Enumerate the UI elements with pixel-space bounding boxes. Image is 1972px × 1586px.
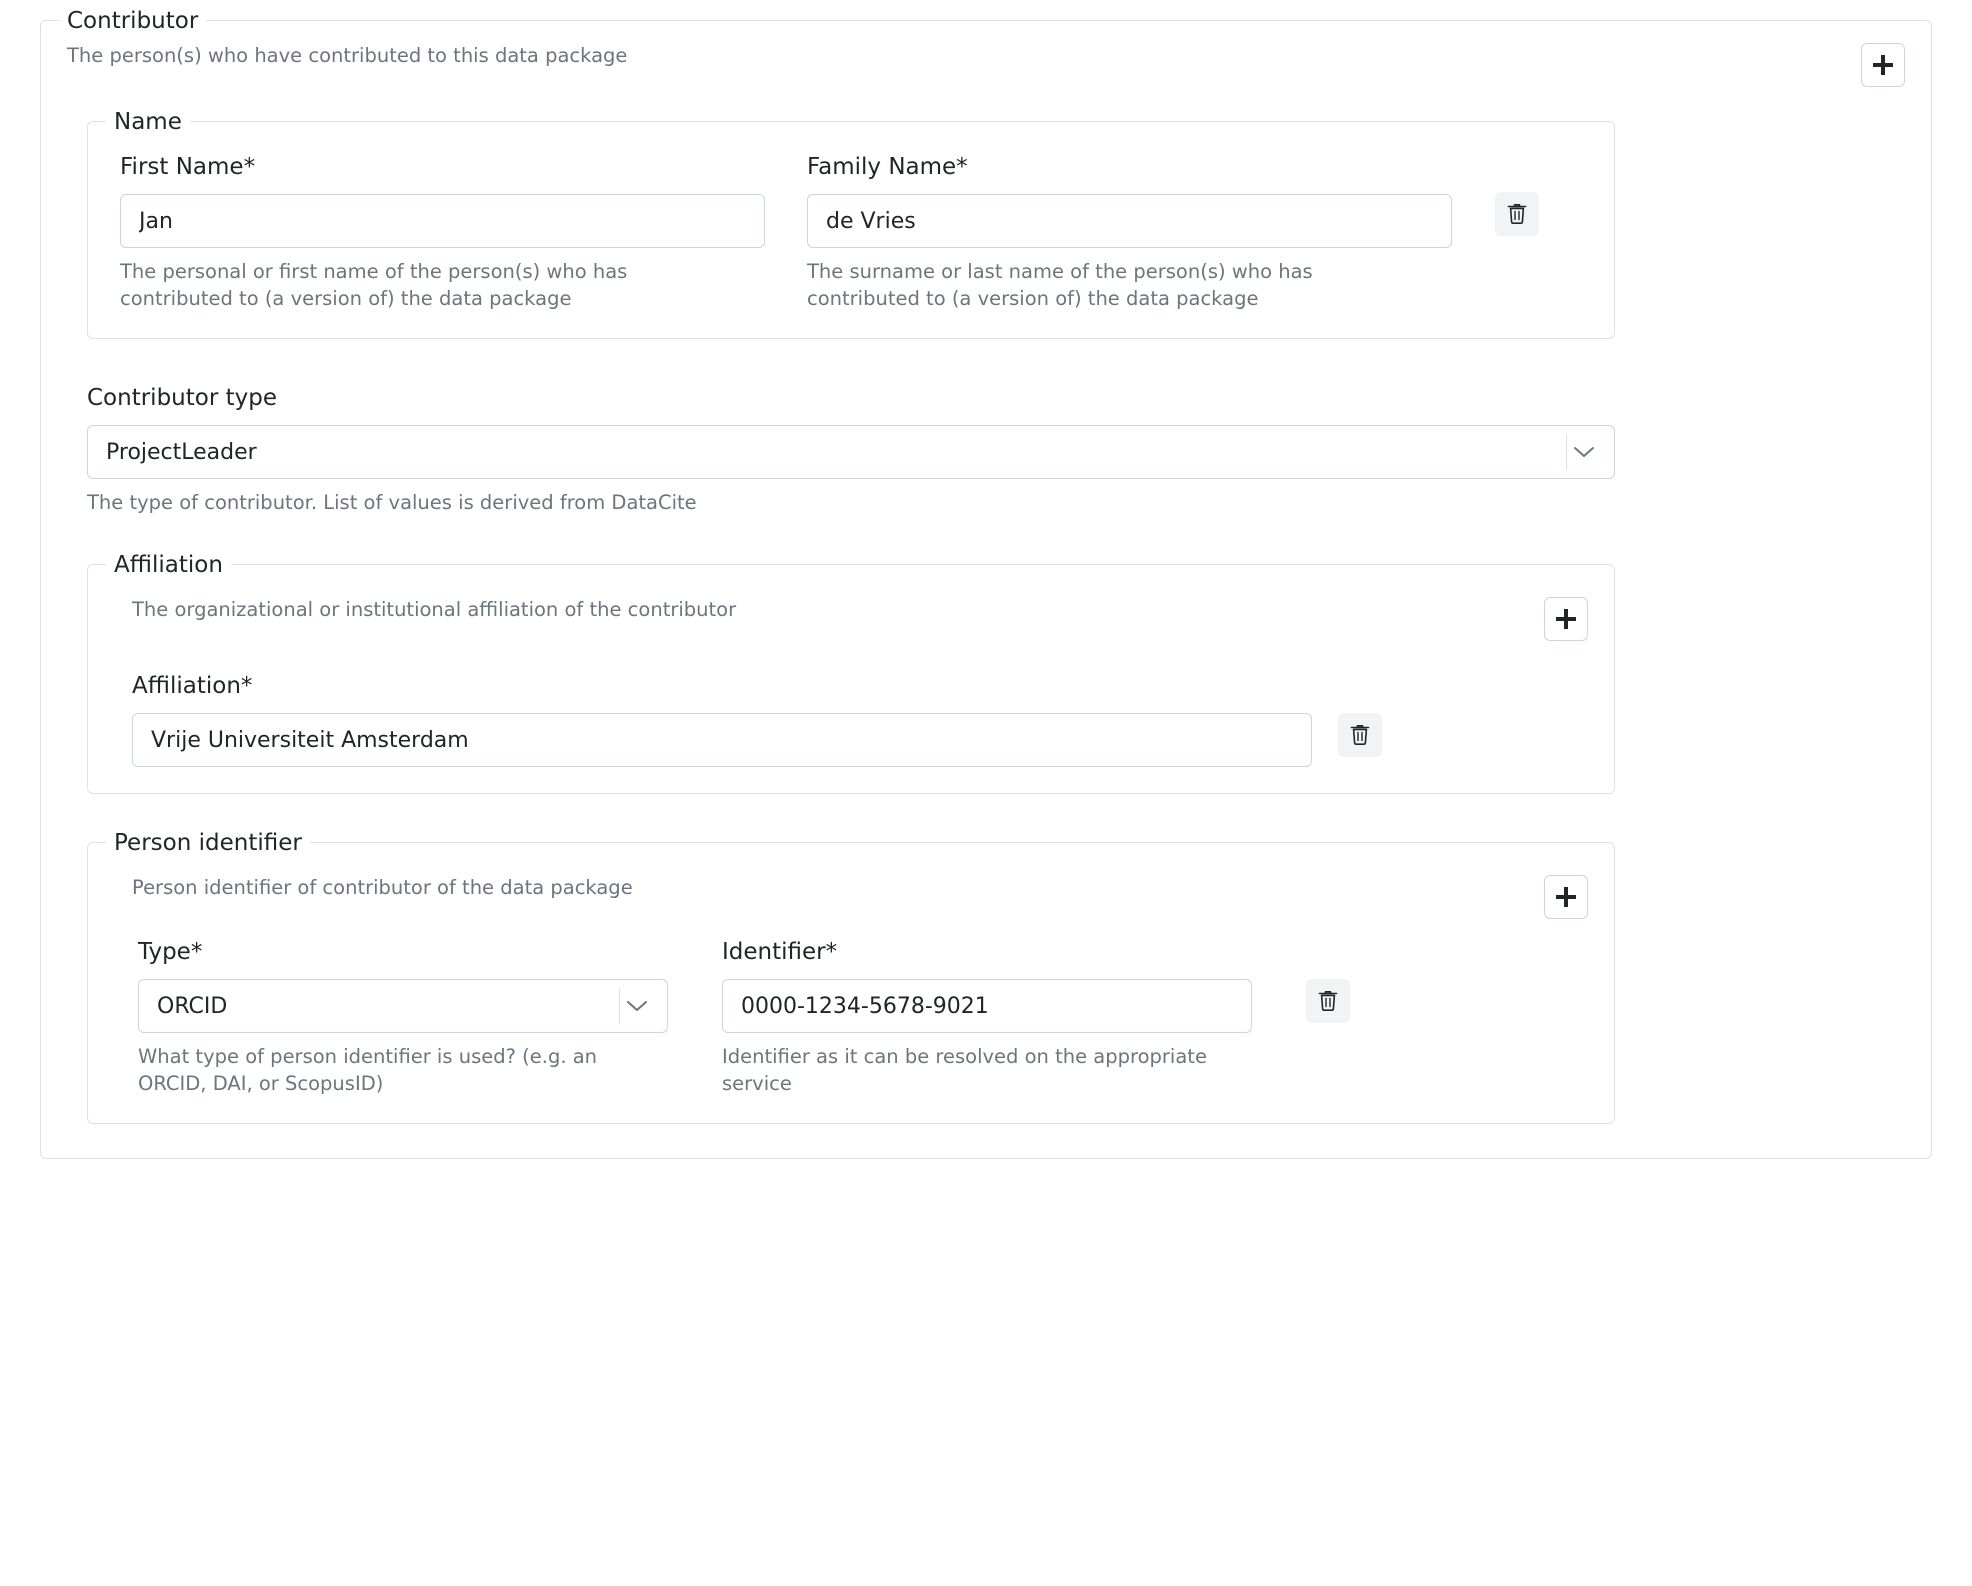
identifier-type-label: Type* xyxy=(138,939,203,965)
identifier-value-field xyxy=(722,937,1252,1097)
first-name-input[interactable] xyxy=(120,194,765,248)
contributor-legend: Contributor xyxy=(59,7,206,35)
identifier-type-select[interactable] xyxy=(138,979,668,1033)
contributor-type-hint: The type of contributor. List of values is derived from DataCite xyxy=(87,491,697,514)
identifier-value-label: Identifier* xyxy=(722,939,838,965)
identifier-value-hint: Identifier as it can be resolved on the appropriate service xyxy=(722,1045,1207,1095)
affiliation-input[interactable] xyxy=(132,713,1312,767)
person-identifier-help-text: Person identifier of contributor of the data package xyxy=(132,876,633,899)
contributor-section xyxy=(40,8,1932,1159)
contributor-help-text: The person(s) who have contributed to this data package xyxy=(67,44,628,67)
affiliation-legend: Affiliation xyxy=(106,551,231,579)
family-name-field xyxy=(807,152,1452,312)
name-section xyxy=(87,109,1615,339)
affiliation-label: Affiliation* xyxy=(132,673,253,699)
name-legend: Name xyxy=(106,108,190,136)
plus-icon xyxy=(1556,887,1576,907)
identifier-value-input[interactable] xyxy=(722,979,1252,1033)
contributor-type-select[interactable] xyxy=(87,425,1615,479)
affiliation-header-row xyxy=(114,591,1588,641)
select-divider xyxy=(619,988,620,1024)
family-name-hint: The surname or last name of the person(s) who has contributed to (a version of) the data package xyxy=(807,260,1313,310)
trash-icon xyxy=(1317,989,1339,1013)
first-name-label: First Name* xyxy=(120,154,256,180)
name-fields xyxy=(120,152,1452,312)
add-affiliation-button[interactable] xyxy=(1544,597,1588,641)
person-identifier-row xyxy=(114,937,1588,1097)
contributor-type-field xyxy=(87,383,1615,516)
family-name-label: Family Name* xyxy=(807,154,968,180)
identifier-type-field xyxy=(138,937,668,1097)
add-contributor-button[interactable] xyxy=(1861,43,1905,87)
affiliation-field xyxy=(114,671,1588,767)
identifier-type-hint: What type of person identifier is used? (e.g. an ORCID, DAI, or ScopusID) xyxy=(138,1045,598,1095)
first-name-hint: The personal or first name of the person(s) who has contributed to (a version of) the data package xyxy=(120,260,628,310)
contributor-header-row xyxy=(67,43,1905,87)
trash-icon xyxy=(1349,723,1371,747)
name-actions xyxy=(1452,152,1582,236)
contributor-type-label: Contributor type xyxy=(87,385,277,411)
delete-affiliation-button[interactable] xyxy=(1338,713,1382,757)
identifier-type-select-value[interactable]: ORCID xyxy=(138,979,668,1033)
contributor-type-select-value[interactable]: ProjectLeader xyxy=(87,425,1615,479)
plus-icon xyxy=(1556,609,1576,629)
affiliation-section xyxy=(87,552,1615,794)
select-divider xyxy=(1566,434,1567,470)
person-identifier-header-row xyxy=(114,869,1588,919)
person-identifier-section xyxy=(87,830,1615,1124)
name-row xyxy=(120,152,1582,312)
delete-person-identifier-button[interactable] xyxy=(1306,979,1350,1023)
person-identifier-legend: Person identifier xyxy=(106,829,310,857)
plus-icon xyxy=(1873,55,1893,75)
add-person-identifier-button[interactable] xyxy=(1544,875,1588,919)
person-identifier-actions xyxy=(1306,937,1350,1023)
affiliation-help-text: The organizational or institutional affiliation of the contributor xyxy=(132,598,737,621)
trash-icon xyxy=(1506,202,1528,226)
first-name-field xyxy=(120,152,765,312)
delete-name-button[interactable] xyxy=(1495,192,1539,236)
family-name-input[interactable] xyxy=(807,194,1452,248)
